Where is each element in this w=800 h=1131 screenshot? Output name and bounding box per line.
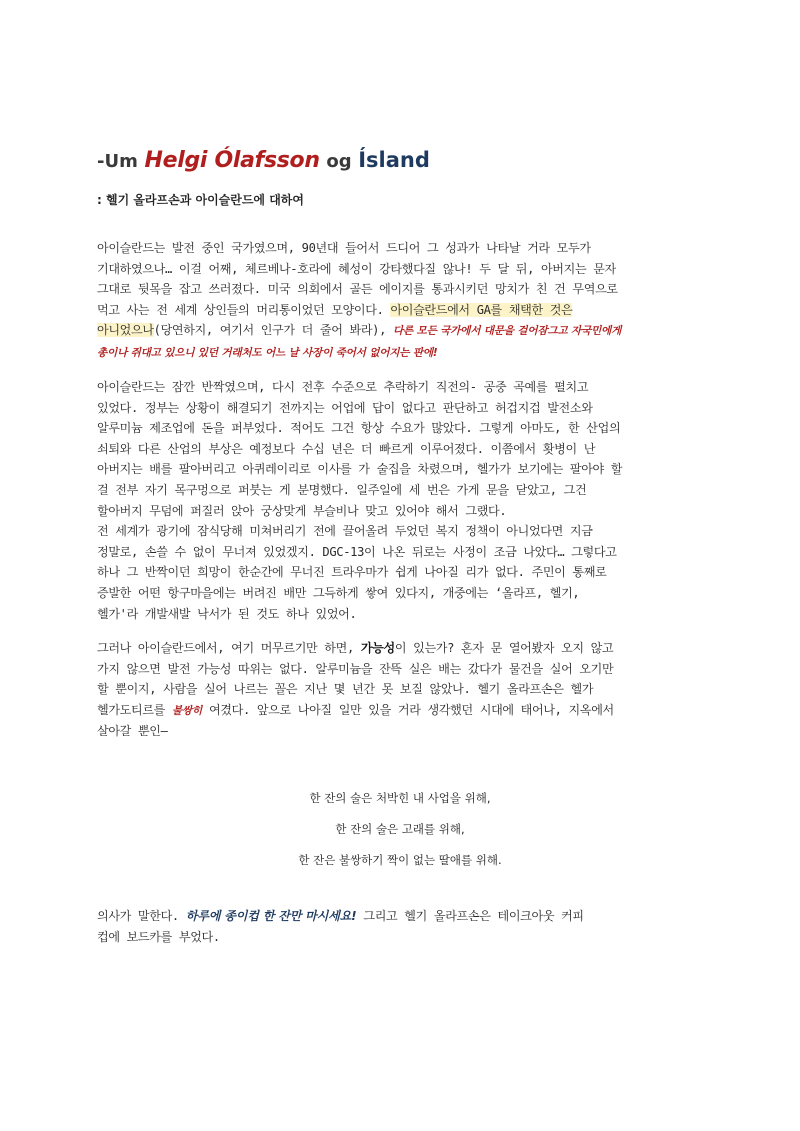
title-prefix: -Um [97, 151, 138, 172]
bold-text: 가능성 [360, 641, 395, 655]
text-line [97, 323, 621, 337]
text-run: 그러나 아이슬란드에서, 여기 머무르기만 하면, [97, 641, 361, 655]
emphasis-text: 불쌍히 [171, 704, 203, 717]
emphasis-text: 총이나 쥐대고 있으니 있던 거래처도 어느 날 사장이 죽어서 없어지는 판에! [97, 346, 438, 359]
poem-line: 한 잔의 술은 처박힌 내 사업을 위해, [309, 791, 491, 805]
text-run: (당연하지, 여기서 인구가 더 줄어 봐라), [153, 323, 393, 338]
paragraph-4 [97, 906, 707, 947]
title-place: Ísland [358, 148, 430, 172]
text-line: 할아버지 무덤에 퍼질러 앉아 궁상맞게 부슬비나 맞고 있어야 해서 그랬다. [97, 503, 507, 518]
text-line: 있었다. 정부는 상황이 해결되기 전까지는 어업에 답이 없다고 판단하고 허겁지겁 발전소와 [97, 400, 593, 415]
text-line: 아이슬란드는 발전 중인 국가였으며, 90년대 들어서 드디어 그 성과가 나타날 거라 모두가 [97, 241, 591, 255]
text-line: 그대로 뒷목을 잡고 쓰러졌다. 미국 의회에서 골든 에이지를 통과시키던 망치가 친 건 무역으로 [97, 282, 618, 297]
text-line: 전 세계가 광기에 잠식당해 미쳐버리기 전에 끌어올려 두었던 복지 정책이 아니었다면 지금 [97, 524, 593, 539]
document-subtitle: : 헬기 올라프손과 아이슬란드에 대하여 [97, 193, 304, 207]
text-line: 할 뿐이지, 사람을 실어 나르는 꼴은 지난 몇 년간 못 보질 않았나. 헬기 올라프손은 헬가 [97, 682, 594, 697]
text-line: 아이슬란드는 잠깐 반짝였으며, 다시 전후 수준으로 추락하기 직전의- 공중 곡예를 펼치고 [97, 380, 589, 394]
highlighted-text: 아니었으나 [97, 323, 154, 338]
text-line: 하나 그 반짝이던 희망이 한순간에 무너진 트라우마가 쉽게 나아질 리가 없다. 주민이 통째로 [97, 565, 607, 580]
title-connector: og [326, 151, 352, 172]
text-line: 증발한 어떤 항구마을에는 버려진 배만 그득하게 쌓여 있다지, 개중에는 ‘올라프, 헬기, [97, 585, 580, 600]
paragraph-2 [97, 377, 707, 624]
text-line [97, 641, 613, 655]
text-line [97, 303, 572, 317]
text-run: 헬가도티르를 [97, 702, 172, 717]
poem-line: 한 잔의 술은 고래를 위해, [335, 822, 465, 836]
text-line: 가지 않으면 발전 가능성 따위는 없다. 알루미늄을 잔뜩 실은 배는 갔다가 물건을 실어 오기만 [97, 661, 614, 676]
text-run: 그리고 헬기 올라프손은 테이크아웃 커피 [356, 909, 584, 923]
emphasis-text: 하루에 종이컵 한 잔만 마시세요! [185, 909, 357, 923]
text-run: 먹고 사는 전 세계 상인들의 머리통이었던 모양이다. [97, 302, 391, 317]
text-run: 여겼다. 앞으로 나아질 일만 있을 거라 생각했던 시대에 태어나, 지옥에서 [202, 702, 614, 717]
text-line [97, 703, 614, 717]
text-line [97, 909, 584, 923]
emphasis-text: 다른 모든 국가에서 대문을 걸어잠그고 자국민에게 [392, 325, 622, 338]
text-line: 기대하였으나… 이걸 어째, 체르베나-호라에 혜성이 강타했다질 않나! 두 달 뒤, 아버지는 문자 [97, 261, 616, 276]
poem-line: 한 잔은 불쌍하기 짝이 없는 딸애를 위해. [298, 853, 502, 867]
text-line: 살아갈 뿐인— [97, 724, 168, 739]
document-title [97, 146, 430, 176]
text-line: 헬가'라 개발새발 낙서가 된 것도 하나 있었어. [97, 606, 357, 621]
paragraph-1 [97, 238, 707, 364]
text-line: 아버지는 배를 팔아버리고 아퀴레이리로 이사를 가 술집을 차렸으며, 헬가가 보기에는 팔아야 할 [97, 462, 623, 477]
text-line: 컵에 보드카를 부었다. [97, 929, 220, 944]
poem-stanza [0, 786, 800, 879]
text-line: 걸 전부 자기 목구멍으로 퍼붓는 게 분명했다. 일주일에 세 번은 가게 문을 닫았고, 그건 [97, 482, 587, 497]
text-line: 정말로, 손쓸 수 없이 무너져 있었겠지. DGC-13이 나온 뒤로는 사정이 조금 나았다… 그렇다고 [97, 544, 617, 559]
text-run: 이 있는가? 혼자 문 열어봤자 오지 않고 [394, 641, 614, 655]
paragraph-3 [97, 638, 707, 742]
text-line: 쇠퇴와 다른 산업의 부상은 예정보다 수십 년은 더 빠르게 이루어졌다. 이쯤에서 홧병이 난 [97, 441, 596, 456]
title-name: Helgi Ólafsson [144, 148, 320, 173]
highlighted-text: 아이슬란드에서 GA를 채택한 것은 [390, 302, 573, 317]
text-run: 의사가 말한다. [97, 909, 186, 923]
text-line: 알루미늄 제조업에 돈을 퍼부었다. 적어도 그건 항상 수요가 많았다. 그렇게 아마도, 한 산업의 [97, 421, 621, 436]
